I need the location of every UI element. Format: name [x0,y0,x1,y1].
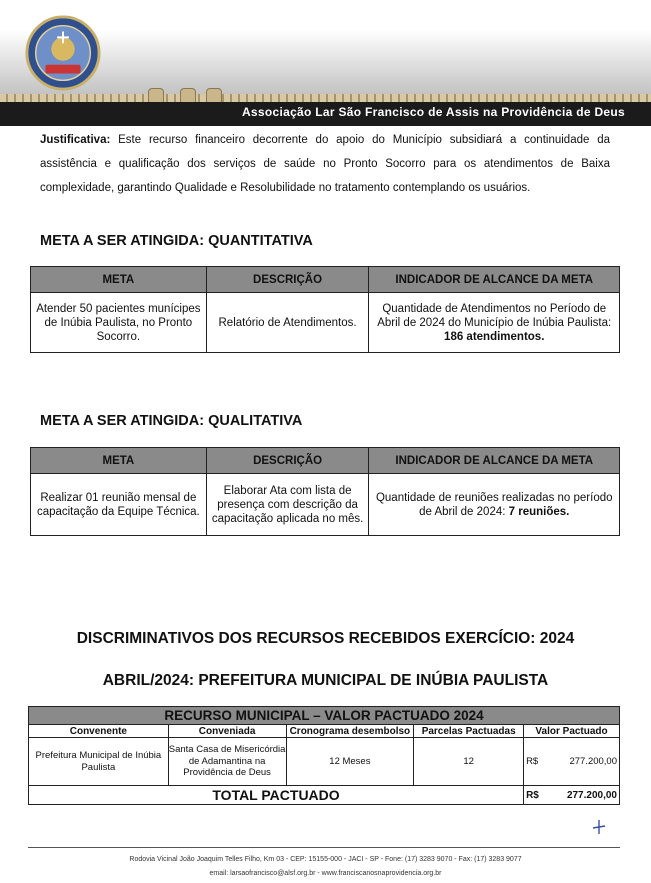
table-header-row [31,267,620,293]
column-header-valor: Valor Pactuado [524,725,620,738]
quantitative-table [30,266,620,353]
total-currency: R$ [526,789,539,801]
column-header-descricao: DESCRIÇÃO [206,267,369,293]
discriminativos-subtitle: ABRIL/2024: PREFEITURA MUNICIPAL DE INÚBIA PAULISTA [102,672,549,689]
justification-text: Este recurso financeiro decorrente do apoio do Município subsidiará a continuidade da assistência e qualificação dos serviços de saúde no Pronto Socorro para os atendimentos de Baixa complexidade, garantindo Qualidade e Resolubilidade no tratamento contemplando os usuários. [40,134,610,194]
signature-mark-icon [590,818,608,836]
indicador-result: 186 atendimentos. [444,330,545,343]
total-value-cell [524,786,620,805]
organization-name: Associação Lar São Francisco de Assis na Providência de Deus [241,105,625,119]
table-row [31,474,620,536]
justification-label: Justificativa: [40,134,111,146]
column-header-parcelas: Parcelas Pactuadas [414,725,524,738]
indicador-cell [369,474,620,536]
total-row [29,786,620,805]
meta-cell: Realizar 01 reunião mensal de capacitação da Equipe Técnica. [31,474,207,536]
table-row [29,738,620,786]
table-header-row [31,448,620,474]
indicador-cell [369,293,620,353]
descricao-cell: Relatório de Atendimentos. [206,293,369,353]
column-header-meta: META [31,267,207,293]
valor-amount: 277.200,00 [569,755,617,767]
currency-symbol: R$ [526,755,539,767]
indicador-text: Quantidade de Atendimentos no Período de Abril de 2024 do Município de Inúbia Paulista: [377,302,612,329]
recurso-heading-row [29,707,620,725]
organization-logo [24,14,102,92]
total-amount: 277.200,00 [566,789,617,801]
meta-cell: Atender 50 pacientes munícipes de Inúbia Paulista, no Pronto Socorro. [31,293,207,353]
footer-contact: email: larsaofrancisco@alsf.org.br - www.franciscanosnaprovidencia.org.br [209,870,442,877]
descricao-cell: Elaborar Ata com lista de presença com descrição da capacitação aplicada no mês. [206,474,369,536]
table-header-row [29,725,620,738]
column-header-conveniada: Conveniada [168,725,286,738]
footer-divider [28,847,620,848]
column-header-meta: META [31,448,207,474]
recurso-heading: RECURSO MUNICIPAL – VALOR PACTUADO 2024 [29,707,620,725]
quantitative-title: META A SER ATINGIDA: QUANTITATIVA [40,233,313,249]
total-label: TOTAL PACTUADO [29,786,524,805]
header-rope-decoration [0,94,651,102]
parcelas-cell: 12 [414,738,524,786]
discriminativos-title: DISCRIMINATIVOS DOS RECURSOS RECEBIDOS EXERCÍCIO: 2024 [76,630,575,647]
page-header [0,0,651,128]
column-header-cronograma: Cronograma desembolso [286,725,414,738]
valor-cell [524,738,620,786]
justification-paragraph [40,128,610,200]
column-header-descricao: DESCRIÇÃO [206,448,369,474]
indicador-text: Quantidade de reuniões realizadas no período de Abril de 2024: [375,491,613,518]
convenente-cell: Prefeitura Municipal de Inúbia Paulista [29,738,169,786]
cronograma-cell: 12 Meses [286,738,414,786]
indicador-result: 7 reuniões. [508,505,570,518]
column-header-convenente: Convenente [29,725,169,738]
qualitative-table [30,447,620,536]
footer-address: Rodovia Vicinal João Joaquim Telles Filho, Km 03 - CEP: 15155-000 - JACI - SP - Fone: (17) 3283 9070 - Fax: (17) 3283 9077 [129,856,522,863]
conveniada-cell: Santa Casa de Misericórdia de Adamantina na Providência de Deus [168,738,286,786]
table-row [31,293,620,353]
column-header-indicador: INDICADOR DE ALCANCE DA META [369,267,620,293]
column-header-indicador: INDICADOR DE ALCANCE DA META [369,448,620,474]
qualitative-title: META A SER ATINGIDA: QUALITATIVA [40,413,303,429]
recurso-table [28,706,620,805]
